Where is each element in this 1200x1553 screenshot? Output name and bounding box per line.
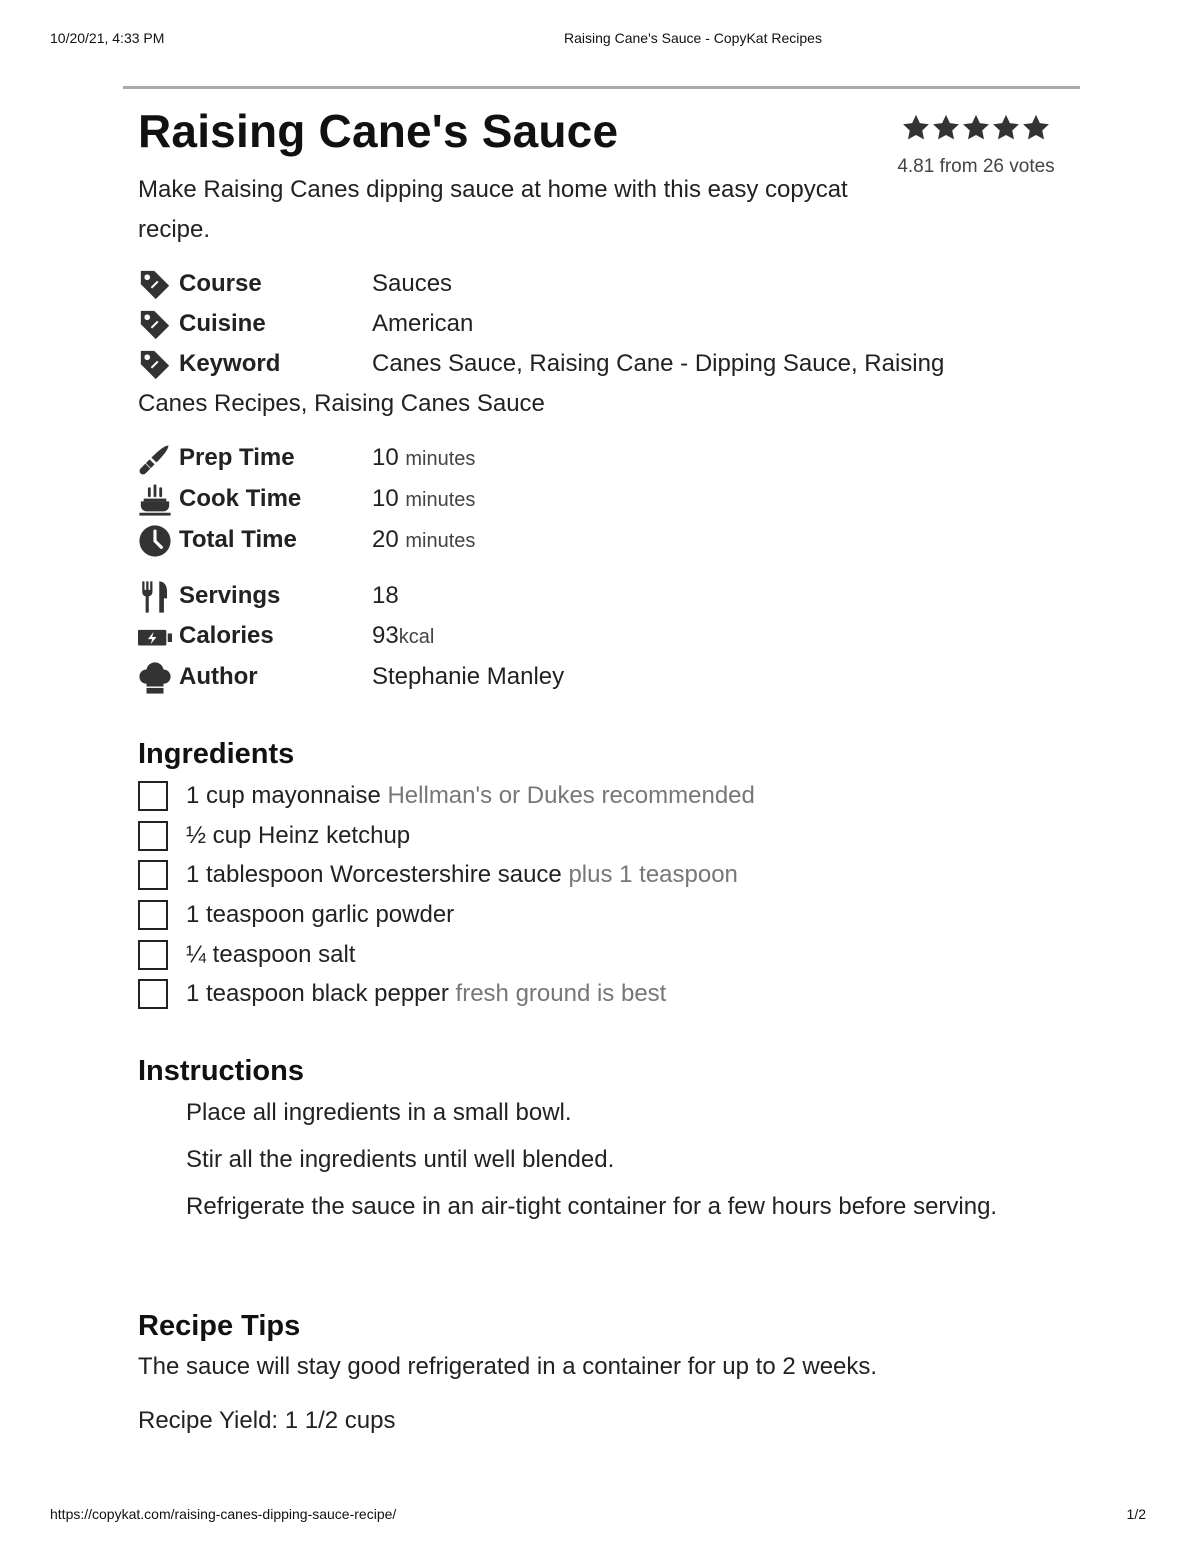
ingredient-checkbox[interactable]	[138, 821, 168, 851]
star-icon[interactable]	[901, 112, 931, 144]
meta-cook-time	[138, 479, 1038, 519]
ingredient-checkbox[interactable]	[138, 979, 168, 1009]
rating-summary: 4.81 from 26 votes	[897, 156, 1055, 177]
calories-label: Calories	[179, 622, 274, 649]
total-time-label: Total Time	[179, 526, 297, 553]
ingredient-name: 1 teaspoon garlic powder	[186, 901, 455, 929]
meta-servings	[138, 576, 1038, 616]
ingredient-name: 1 tablespoon Worcestershire sauce	[186, 861, 562, 889]
tag-icon	[138, 308, 172, 342]
ingredient-text	[186, 974, 666, 1014]
ingredient-notes: fresh ground is best	[455, 980, 667, 1008]
recipe-times	[138, 438, 1038, 560]
author-value: Stephanie Manley	[372, 663, 565, 690]
ingredients-heading: Ingredients	[138, 738, 295, 770]
recipe-tags	[138, 264, 1038, 424]
cuisine-value: American	[372, 310, 474, 337]
recipe-summary: Make Raising Canes dipping sauce at home with this easy copycat recipe.	[138, 176, 848, 243]
instruction-step: Stir all the ingredients until well blended.	[186, 1146, 615, 1173]
star-icon[interactable]	[961, 112, 991, 144]
print-url[interactable]: https://copykat.com/raising-canes-dipping-sauce-recipe/	[50, 1506, 397, 1522]
ingredient-item	[138, 895, 1038, 935]
ingredient-notes: plus 1 teaspoon	[568, 861, 738, 889]
ingredient-checkbox[interactable]	[138, 900, 168, 930]
ingredient-name: ½ cup Heinz ketchup	[186, 821, 411, 849]
prep-time-label: Prep Time	[179, 444, 295, 471]
ingredient-item	[138, 855, 1038, 895]
cook-time-value	[372, 479, 475, 520]
tag-icon	[138, 268, 172, 302]
total-time-value	[372, 520, 475, 561]
pot-icon	[138, 483, 172, 517]
cook-time-unit: minutes	[405, 489, 476, 511]
ingredient-text	[186, 935, 355, 975]
ingredient-item	[138, 974, 1038, 1014]
meta-calories	[138, 616, 1038, 656]
ingredient-checkbox[interactable]	[138, 940, 168, 970]
meta-total-time	[138, 520, 1038, 560]
recipe-title: Raising Cane's Sauce	[138, 105, 619, 157]
meta-keyword	[138, 344, 1038, 384]
prep-time-value	[372, 438, 475, 479]
course-label: Course	[179, 270, 262, 297]
recipe-tips-heading: Recipe Tips	[138, 1310, 301, 1342]
print-footer	[0, 1506, 1200, 1526]
ingredient-name: 1 cup mayonnaise	[186, 782, 381, 809]
ingredient-text	[186, 855, 738, 895]
recipe-tips-text: The sauce will stay good refrigerated in a container for up to 2 weeks.	[138, 1353, 878, 1380]
instructions-list	[186, 1093, 1006, 1234]
ingredient-text	[186, 895, 454, 935]
ingredient-name: ¼ teaspoon salt	[186, 940, 356, 968]
ingredient-item	[138, 776, 1038, 816]
calories-value	[372, 616, 434, 657]
calories-number: 93	[372, 622, 399, 649]
meta-cuisine	[138, 304, 1038, 344]
ingredients-list	[138, 776, 1038, 1014]
chef-hat-icon	[138, 661, 172, 695]
print-datetime: 10/20/21, 4:33 PM	[50, 30, 165, 46]
instruction-step: Refrigerate the sauce in an air-tight container for a few hours before serving.	[186, 1193, 998, 1220]
prep-time-unit: minutes	[405, 448, 476, 470]
calories-unit: kcal	[398, 626, 435, 648]
ingredient-name: 1 teaspoon black pepper	[186, 980, 449, 1008]
print-page-number: 1/2	[1126, 1506, 1146, 1522]
knife-icon	[138, 442, 172, 476]
ingredient-item	[138, 816, 1038, 856]
cook-time-label: Cook Time	[179, 485, 302, 512]
star-icon[interactable]	[991, 112, 1021, 144]
utensils-icon	[138, 580, 172, 614]
meta-author	[138, 657, 1038, 697]
rating-stars[interactable]	[880, 112, 1072, 150]
print-page-title: Raising Cane's Sauce - CopyKat Recipes	[564, 30, 822, 46]
star-icon[interactable]	[931, 112, 961, 144]
ingredient-text	[186, 776, 755, 816]
course-value: Sauces	[372, 270, 453, 297]
servings-value: 18	[372, 582, 399, 609]
total-time-number: 20	[372, 526, 399, 553]
top-divider	[123, 86, 1080, 89]
instructions-heading: Instructions	[138, 1055, 304, 1087]
cook-time-number: 10	[372, 485, 399, 512]
tag-icon	[138, 348, 172, 382]
ingredient-checkbox[interactable]	[138, 781, 168, 811]
recipe-details	[138, 576, 1038, 697]
cuisine-label: Cuisine	[179, 310, 266, 337]
ingredient-checkbox[interactable]	[138, 860, 168, 890]
meta-prep-time	[138, 438, 1038, 478]
author-label: Author	[179, 663, 258, 690]
keyword-value-continued: Canes Recipes, Raising Canes Sauce	[138, 390, 545, 417]
instruction-step: Place all ingredients in a small bowl.	[186, 1099, 572, 1126]
total-time-unit: minutes	[405, 530, 476, 552]
battery-icon	[138, 620, 172, 654]
meta-course	[138, 264, 1038, 304]
recipe-yield: Recipe Yield: 1 1/2 cups	[138, 1407, 396, 1434]
ingredient-notes: Hellman's or Dukes recommended	[387, 782, 755, 809]
print-header	[0, 30, 1200, 50]
prep-time-number: 10	[372, 444, 399, 471]
clock-icon	[138, 524, 172, 558]
ingredient-item	[138, 935, 1038, 975]
star-icon[interactable]	[1021, 112, 1051, 144]
keyword-value: Canes Sauce, Raising Cane - Dipping Sauce, Raising	[372, 350, 945, 377]
recipe-rating	[880, 112, 1072, 178]
servings-label: Servings	[179, 582, 281, 609]
keyword-label: Keyword	[179, 350, 281, 377]
ingredient-text	[186, 816, 410, 856]
